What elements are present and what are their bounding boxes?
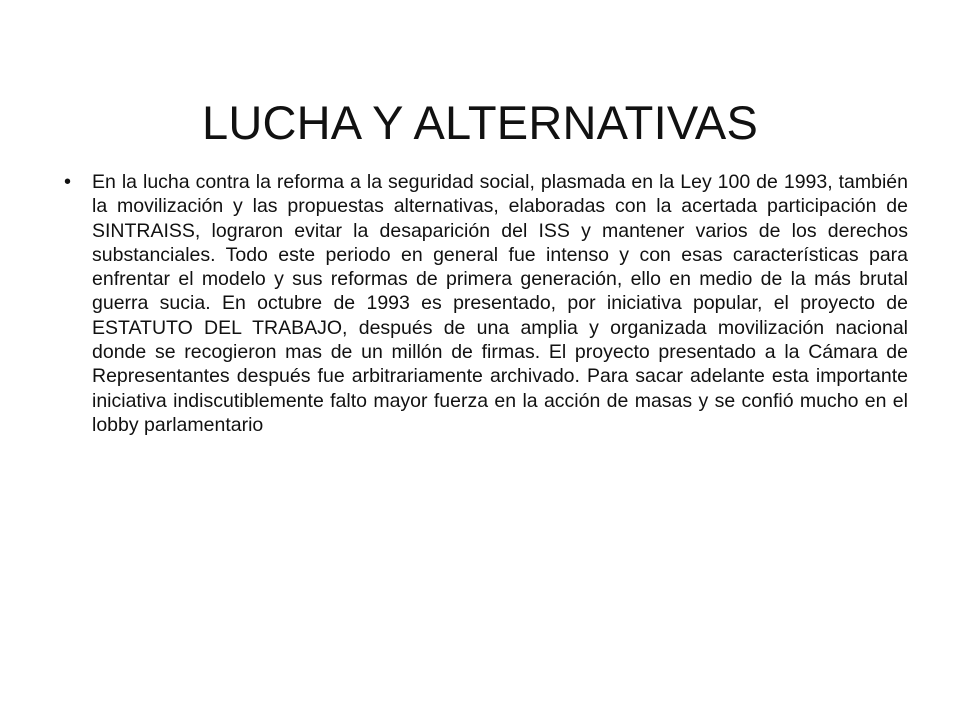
slide-title: LUCHA Y ALTERNATIVAS — [201, 96, 759, 150]
bullet-item — [64, 170, 908, 437]
bullet-paragraph: En la lucha contra la reforma a la seguridad social, plasmada en la Ley 100 de 1993, también la movilización y las propuestas alternativas, elaboradas con la acertada participación de SINTRAISS, lograron evitar la desaparición del ISS y mantener varios de los derechos substanciales. Todo este periodo en general fue intenso y con esas características para enfrentar el modelo y sus reformas de primera generación, ello en medio de la más brutal guerra sucia. En octubre de 1993 es presentado, por iniciativa popular, el proyecto de ESTATUTO DEL TRABAJO, después de una amplia y organizada movilización nacional donde se recogieron mas de un millón de firmas. El proyecto presentado a la Cámara de Representantes después fue arbitrariamente archivado. Para sacar adelante esta importante iniciativa indiscutiblemente falto mayor fuerza en la acción de masas y se confió mucho en el lobby parlamentario — [92, 171, 908, 436]
bullet-list — [64, 170, 908, 437]
bullet-icon: • — [64, 171, 72, 193]
